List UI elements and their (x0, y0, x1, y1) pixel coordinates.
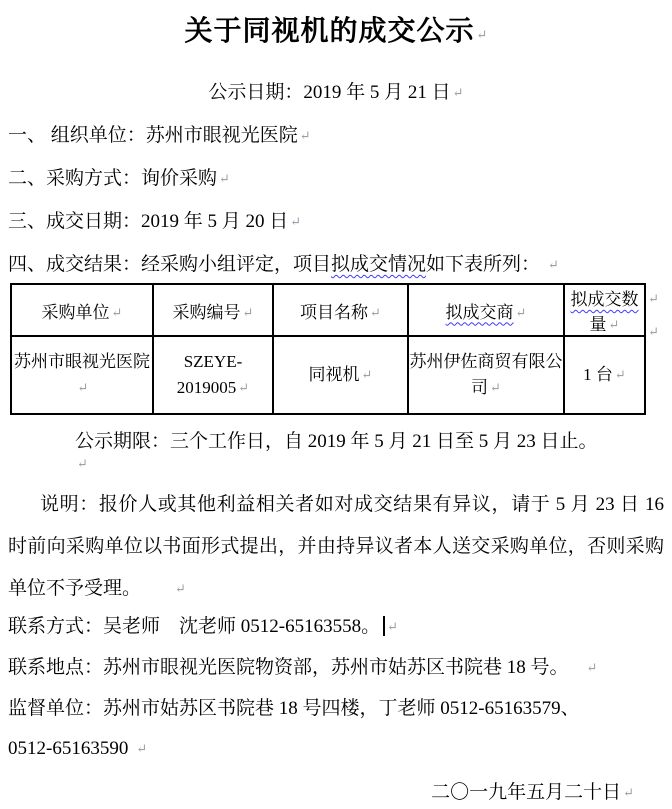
publish-date-line (8, 82, 664, 105)
paragraph-mark-icon: ↵ (614, 366, 626, 382)
cell-project-name (273, 336, 408, 414)
publish-date-text: 公示日期：2019 年 5 月 21 日 (208, 82, 451, 103)
supervisor-text-2: 0512-65163590 (8, 738, 129, 759)
header-purchase-number (153, 284, 273, 336)
paragraph-mark-icon: ↵ (136, 741, 148, 756)
supervisor-text-1: 监督单位：苏州市姑苏区书院巷 18 号四楼，丁老师 0512-65163579、 (8, 698, 580, 719)
paragraph-mark-icon: ↵ (608, 317, 620, 332)
address-line (8, 648, 664, 689)
item-method (8, 168, 664, 191)
item-organizer (8, 125, 664, 148)
item-method-text: 二、采购方式：询价采购 (8, 168, 218, 189)
paragraph-mark-icon: ↵ (490, 379, 501, 395)
result-table-wrap (10, 283, 659, 415)
paragraph-mark-icon: ↵ (548, 257, 559, 272)
signature-date-line (8, 778, 664, 809)
signature-date-text: 二〇一九年五月二十日 (431, 782, 622, 803)
header-purchase-unit (11, 284, 153, 336)
cell-proposed-quantity-text: 1 台 (583, 364, 613, 384)
paragraph-mark-icon: ↵ (111, 304, 123, 320)
contact-line (8, 607, 664, 648)
document-page[interactable] (0, 14, 672, 803)
cell-proposed-quantity (564, 336, 645, 414)
item-deal-date-text: 三、成交日期：2019 年 5 月 20 日 (8, 211, 289, 232)
cell-proposed-supplier-text: 苏州伊佐商贸有限公司 (409, 351, 563, 397)
cell-purchase-unit-text: 苏州市眼视光医院 (14, 351, 150, 371)
header-proposed-quantity-text: 拟成交数 (570, 290, 639, 309)
row-end-paragraph-mark-icon: ↵ (648, 291, 659, 306)
header-purchase-number-text: 采购编号 (172, 302, 241, 322)
supervisor-line-1 (8, 689, 664, 729)
cell-project-name-text: 同视机 (308, 364, 360, 384)
paragraph-mark-icon: ↵ (361, 366, 373, 382)
paragraph-mark-icon: ↵ (623, 785, 634, 800)
item-deal-date (8, 211, 664, 234)
table-data-row (11, 336, 645, 414)
paragraph-mark-icon: ↵ (77, 379, 89, 395)
paragraph-mark-icon: ↵ (476, 27, 488, 42)
result-table (10, 283, 646, 415)
paragraph-mark-icon: ↵ (219, 171, 230, 186)
item-result-post: 如下表所列： (426, 254, 541, 275)
spellcheck-underlined-text: 拟成交情况 (331, 254, 427, 275)
title-text: 关于同视机的成交公示 (184, 16, 475, 47)
paragraph-mark-icon: ↵ (299, 128, 311, 143)
paragraph-mark-icon: ↵ (515, 304, 527, 320)
publicity-period-text: 公示期限：三个工作日，自 2019 年 5 月 21 日至 5 月 23 日止。 (75, 431, 598, 452)
note-paragraph (8, 484, 664, 611)
paragraph-mark-icon: ↵ (290, 214, 302, 229)
bottom-info-block (8, 607, 664, 809)
cell-purchase-number-text: SZEYE-2019005 (176, 351, 243, 397)
paragraph-mark-icon: ↵ (175, 581, 186, 596)
paragraph-mark-icon: ↵ (586, 660, 598, 675)
header-purchase-unit-text: 采购单位 (41, 302, 110, 322)
cell-purchase-number (153, 336, 273, 414)
item-organizer-text: 一、 组织单位：苏州市眼视光医院 (8, 125, 298, 146)
publicity-period-line (8, 431, 664, 476)
cell-purchase-unit (11, 336, 153, 414)
header-project-name-text: 项目名称 (300, 302, 369, 322)
document-title (8, 14, 664, 54)
header-proposed-supplier (408, 284, 564, 336)
header-proposed-quantity-rest: 量 (589, 315, 607, 334)
header-proposed-quantity (564, 284, 645, 336)
paragraph-mark-icon: ↵ (242, 304, 254, 320)
table-header-row (11, 284, 645, 336)
contact-text: 联系方式：吴老师 沈老师 0512-65163558。 (8, 616, 381, 637)
paragraph-mark-icon: ↵ (370, 304, 381, 320)
row-end-paragraph-mark-icon: ↵ (648, 324, 659, 339)
address-text: 联系地点：苏州市眼视光医院物资部，苏州市姑苏区书院巷 18 号。 (8, 657, 569, 678)
item-result (8, 254, 664, 277)
paragraph-mark-icon: ↵ (387, 619, 398, 634)
paragraph-mark-icon: ↵ (238, 379, 250, 395)
paragraph-mark-icon: ↵ (452, 85, 464, 100)
header-proposed-supplier-text: 拟成交商 (445, 302, 514, 322)
supervisor-line-2 (8, 729, 664, 770)
paragraph-mark-icon: ↵ (77, 456, 88, 471)
item-result-pre: 四、成交结果：经采购小组评定，项目 (8, 254, 332, 275)
header-project-name (273, 284, 408, 336)
note-paragraph-text: 说明：报价人或其他利益相关者如对成交结果有异议，请于 5 月 23 日 16 时前向采购单位以书面形式提出，并由持异议者本人送交采购单位，否则采购单位不予受理。 (8, 494, 664, 599)
text-cursor (383, 616, 385, 636)
cell-proposed-supplier (408, 336, 564, 414)
